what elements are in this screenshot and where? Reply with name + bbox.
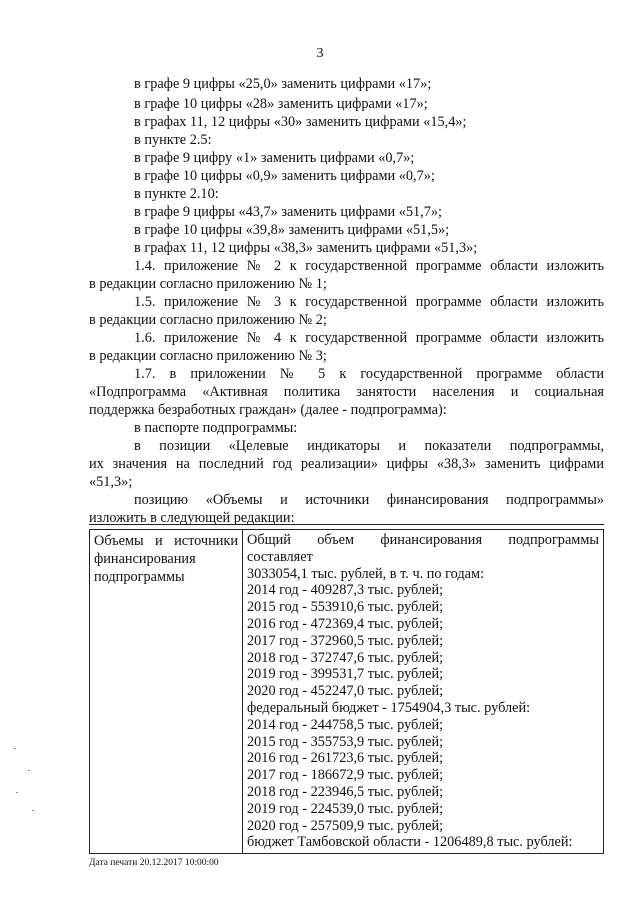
passport-line: в паспорте подпрограммы: <box>134 420 298 436</box>
label-line: Объемы и источники <box>94 533 238 549</box>
paragraph-1-4-line: 1.4. приложение № 2 к государственной программе области изложить <box>134 258 604 274</box>
value-line: 2016 год - 261723,6 тыс. рублей; <box>247 750 444 767</box>
amendment-line: в графе 9 цифры «25,0» заменить цифрами «17»; <box>134 76 432 92</box>
value-line: 2018 год - 372747,6 тыс. рублей; <box>247 649 444 666</box>
page-number: 3 <box>316 46 324 61</box>
table-cell-value <box>243 530 604 854</box>
value-line: 2015 год - 355753,9 тыс. рублей; <box>247 733 444 750</box>
value-line: 2016 год - 472369,4 тыс. рублей; <box>247 615 444 632</box>
label-line: подпрограммы <box>94 569 185 585</box>
financing-table <box>89 529 604 854</box>
amendment-line: в графе 9 цифру «1» заменить цифрами «0,7»; <box>134 150 415 166</box>
value-line: 2020 год - 257509,9 тыс. рублей; <box>247 817 444 834</box>
table-row <box>90 530 604 854</box>
value-line: 2020 год - 452247,0 тыс. рублей; <box>247 683 444 700</box>
value-line: 3033054,1 тыс. рублей, в т. ч. по годам: <box>247 565 485 582</box>
paragraph-1-5-line: в редакции согласно приложению № 2; <box>89 312 327 328</box>
value-line: федеральный бюджет - 1754904,3 тыс. рублей: <box>247 699 531 716</box>
scan-specks <box>10 740 40 830</box>
amendment-line: в графе 10 цифры «28» заменить цифрами «17»; <box>134 96 428 112</box>
value-line: Общий объем финансирования подпрограммы составляет <box>247 532 599 565</box>
paragraph-1-7-line: поддержка безработных граждан» (далее - подпрограмма): <box>89 402 447 418</box>
value-line: 2017 год - 186672,9 тыс. рублей; <box>247 767 444 784</box>
amendment-line: в пункте 2.5: <box>134 132 212 148</box>
paragraph-1-7-line: 1.7. в приложении № 5 к государственной программе области <box>134 366 604 382</box>
paragraph-1-4-line: в редакции согласно приложению № 1; <box>89 276 327 292</box>
table-top-rule <box>89 524 604 525</box>
amendment-line: в графах 11, 12 цифры «38,3» заменить цифрами «51,3»; <box>134 240 478 256</box>
amendment-line: в графах 11, 12 цифры «30» заменить цифрами «15,4»; <box>134 114 467 130</box>
paragraph-1-6-line: в редакции согласно приложению № 3; <box>89 348 327 364</box>
position-volumes-line: изложить в следующей редакции: <box>89 510 295 526</box>
label-line: финансирования <box>94 551 196 567</box>
amendment-line: в пункте 2.10: <box>134 186 219 202</box>
value-line: 2019 год - 224539,0 тыс. рублей; <box>247 800 444 817</box>
value-line: 2017 год - 372960,5 тыс. рублей; <box>247 632 444 649</box>
print-date-footer: Дата печати 20.12.2017 10:00:00 <box>89 858 219 868</box>
amendment-line: в графе 10 цифры «39,8» заменить цифрами «51,5»; <box>134 222 450 238</box>
amendment-line: в графе 9 цифры «43,7» заменить цифрами «51,7»; <box>134 204 443 220</box>
value-line: 2014 год - 409287,3 тыс. рублей; <box>247 582 444 599</box>
value-line: 2014 год - 244758,5 тыс. рублей; <box>247 716 444 733</box>
value-line: 2019 год - 399531,7 тыс. рублей; <box>247 666 444 683</box>
amendment-line: в графе 10 цифры «0,9» заменить цифрами «0,7»; <box>134 168 435 184</box>
table-cell-label <box>90 530 243 854</box>
position-targets-line: их значения на последний год реализации» цифры «38,3» заменить цифрами <box>89 456 604 472</box>
position-targets-line: «51,3»; <box>89 474 133 490</box>
paragraph-1-5-line: 1.5. приложение № 3 к государственной программе области изложить <box>134 294 604 310</box>
value-line: 2018 год - 223946,5 тыс. рублей; <box>247 783 444 800</box>
position-targets-line: в позиции «Целевые индикаторы и показатели подпрограммы, <box>134 438 604 454</box>
paragraph-1-7-line: «Подпрограмма «Активная политика занятости населения и социальная <box>89 384 604 400</box>
paragraph-1-6-line: 1.6. приложение № 4 к государственной программе области изложить <box>134 330 604 346</box>
value-line: 2015 год - 553910,6 тыс. рублей; <box>247 599 444 616</box>
position-volumes-line: позицию «Объемы и источники финансирования подпрограммы» <box>134 492 604 508</box>
value-line: бюджет Тамбовской области - 1206489,8 тыс. рублей: <box>247 834 573 851</box>
